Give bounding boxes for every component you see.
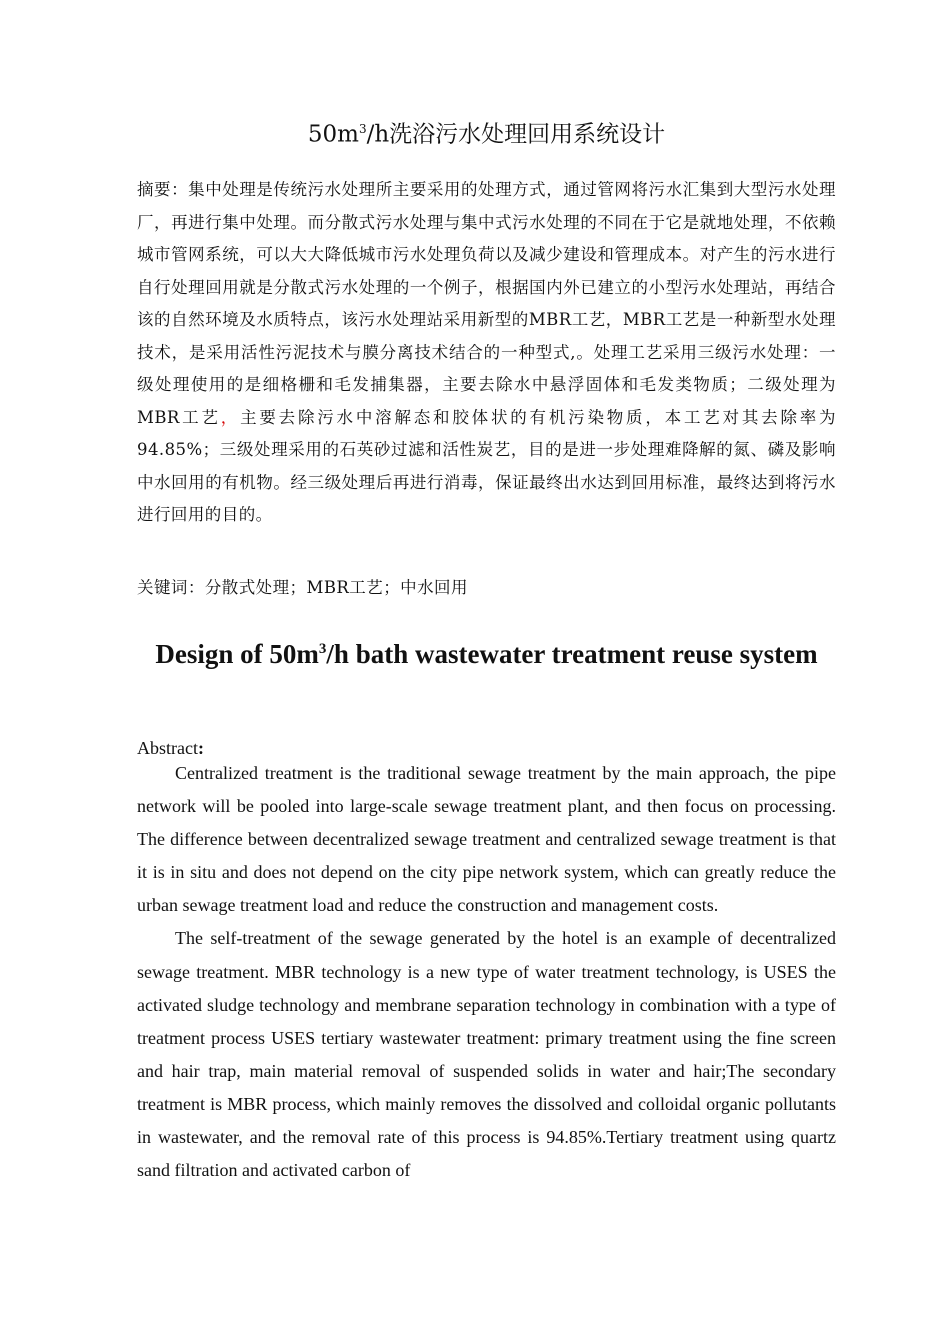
chinese-title [137,112,836,152]
chinese-keywords-label: 关键词： [137,578,205,597]
chinese-title-suffix: /h洗浴污水处理回用系统设计 [366,121,666,148]
english-abstract-label-colon: : [197,738,204,758]
english-title-prefix: Design of 50m [155,639,319,669]
chinese-title-prefix: 50m [307,121,359,148]
chinese-title-superscript: 3 [358,122,367,136]
chinese-keywords-value: 分散式处理；MBR工艺；中水回用 [204,578,468,597]
chinese-abstract-red-comma: ， [220,407,241,427]
english-abstract-body [137,757,836,1187]
chinese-abstract-text-part2: 主要去除污水中溶解态和胶体状的有机污染物质，本工艺对其去除率为94.85%；三级处理采用的石英砂过滤和活性炭艺，目的是进一步处理难降解的氮、磷及影响中水回用的有机物。经三级处理后再进行消毒，保证最终出水达到回用标准，最终达到将污水进行回用的目的。 [137,407,837,524]
chinese-abstract-text-part1: 集中处理是传统污水处理所主要采用的处理方式，通过管网将污水汇集到大型污水处理厂，再进行集中处理。而分散式污水处理与集中式污水处理的不同在于它是就地处理，不依赖城市管网系统，可以大大降低城市污水处理负荷以及减少建设和管理成本。对产生的污水进行自行处理回用就是分散式污水处理的一个例子，根据国内外已建立的小型污水处理站，再结合该的自然环境及水质特点，该污水处理站采用新型的MBR工艺，MBR工艺是一种新型水处理技术，是采用活性污泥技术与膜分离技术结合的一种型式,。处理工艺采用三级污水处理：一级处理使用的是细格栅和毛发捕集器，主要去除水中悬浮固体和毛发类物质；二级处理为MBR工艺 [137,180,836,427]
english-title [137,632,836,671]
chinese-keywords [137,573,836,603]
english-abstract-paragraph-1: Centralized treatment is the traditional sewage treatment by the main approach, the pipe network will be pooled into large-scale sewage treatment plant, and then focus on processing. The difference between decentralized sewage treatment and centralized sewage treatment is that it is in situ and does not depend on the city pipe network system, which can greatly reduce the urban sewage treatment load and reduce the construction and management costs. [137,763,836,916]
english-title-superscript: 3 [318,641,327,657]
chinese-abstract [137,174,836,532]
english-abstract-label-text: Abstract [137,738,198,758]
chinese-abstract-label: 摘要： [137,180,189,199]
english-abstract-paragraph-2: The self-treatment of the sewage generated by the hotel is an example of decentralized sewage treatment. MBR technology is a new type of water treatment technology, is USES the activated sludge technology and membrane separation technology in combination with a type of treatment process USES tertiary wastewater treatment: primary treatment using the fine screen and hair trap, main material removal of suspended solids in water and hair;The secondary treatment is MBR process, which mainly removes the dissolved and colloidal organic pollutants in wastewater, and the removal rate of this process is 94.85%.Tertiary treatment using quartz sand filtration and activated carbon of [137,928,836,1181]
english-title-suffix: /h bath wastewater treatment reuse system [326,639,818,669]
